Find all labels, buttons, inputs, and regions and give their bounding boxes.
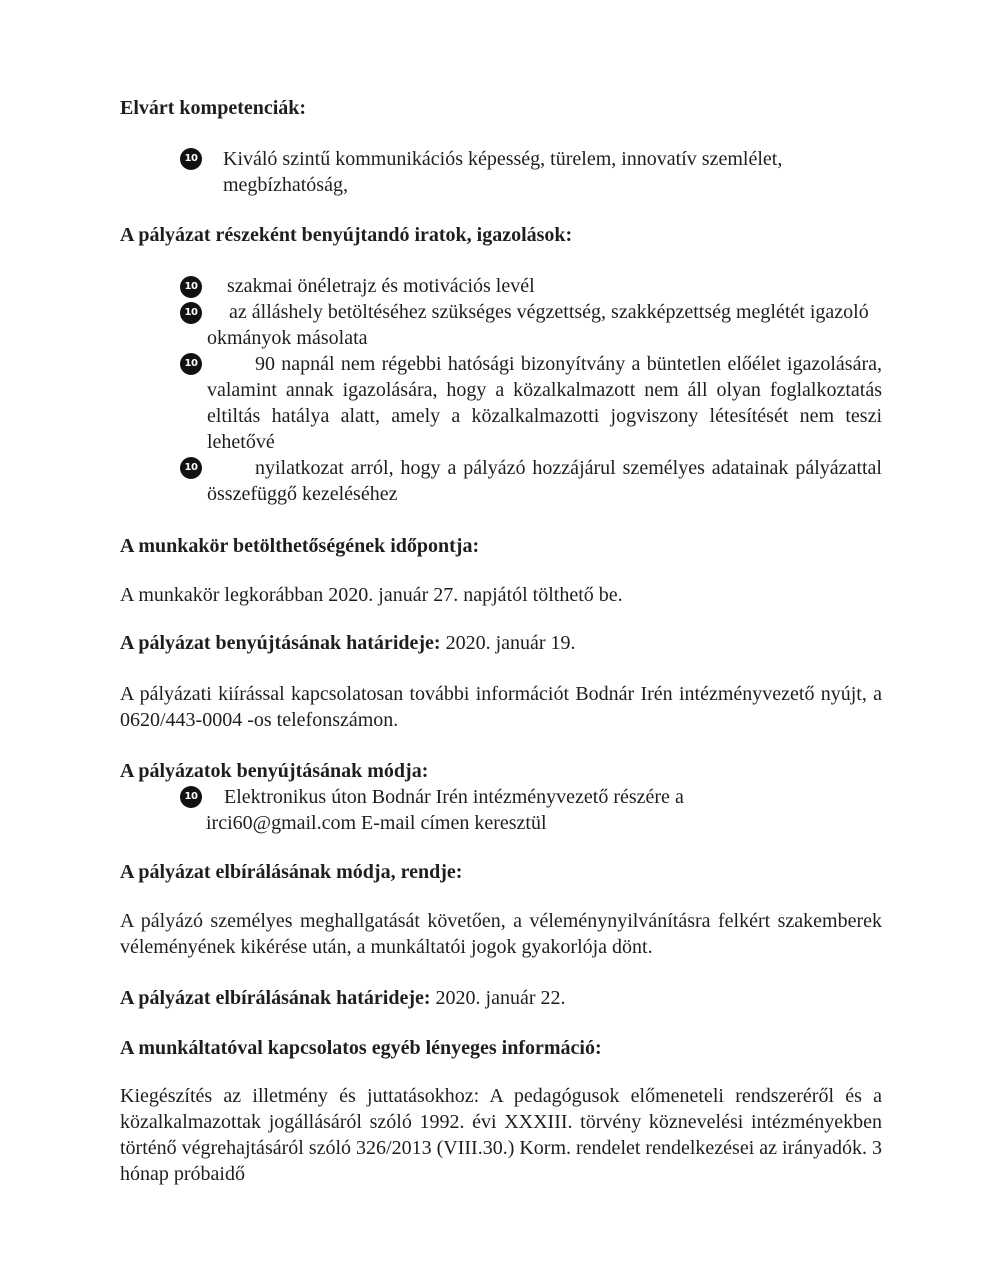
submission-heading: A pályázatok benyújtásának módja: <box>120 760 429 782</box>
document-item: 90 napnál nem régebbi hatósági bizonyítvány a büntetlen előélet igazolására, valamint annak igazolására, hogy a közalkalmazott nem áll olyan foglalkoztatás eltiltás hatálya alatt, amely a közalkalmazotti jogviszony létesítését nem teszi lehetővé <box>207 353 882 453</box>
start-date-text: A munkakör legkorábban 2020. január 27. napjától tölthető be. <box>120 584 623 606</box>
circled-ten-icon: 10 <box>180 353 202 375</box>
circled-ten-icon: 10 <box>180 148 202 170</box>
evaluation-deadline-line <box>120 985 882 1011</box>
document-item: az álláshely betöltéséhez szükséges végzettség, szakképzettség meglétét igazoló okmányok másolata <box>207 301 869 349</box>
info-paragraph: A pályázati kiírással kapcsolatosan további információt Bodnár Irén intézményvezető nyújt, a 0620/443-0004 -os telefonszámon. <box>120 683 882 731</box>
circled-ten-icon: 10 <box>180 276 202 298</box>
circled-ten-icon: 10 <box>180 302 202 324</box>
deadline-label: A pályázat benyújtásának határideje: <box>120 632 441 654</box>
document-item: nyilatkozat arról, hogy a pályázó hozzájárul személyes adatainak pályázattal összefüggő kezeléséhez <box>207 457 882 505</box>
employer-info-paragraph: Kiegészítés az illetmény és juttatásokhoz: A pedagógusok előmeneteli rendszeréről és a közalkalmazottak jogállásáról szóló 1992. évi XXXIII. törvény köznevelési intézményekben történő végrehajtásáról szóló 326/2013 (VIII.30.) Korm. rendelet rendelkezései az irányadók. 3 hónap próbaidő <box>120 1085 882 1185</box>
deadline-value: 2020. január 19. <box>440 632 576 654</box>
evaluation-deadline-value: 2020. január 22. <box>430 987 566 1009</box>
evaluation-paragraph: A pályázó személyes meghallgatását követően, a véleménynyilvánításra felkért szakemberek véleményének kikérése után, a munkáltatói jogok gyakorlója dönt. <box>120 910 882 958</box>
circled-ten-icon: 10 <box>180 786 202 808</box>
employer-info-heading: A munkáltatóval kapcsolatos egyéb lényeges információ: <box>120 1037 602 1059</box>
competency-item: Kiváló szintű kommunikációs képesség, türelem, innovatív szemlélet, megbízhatóság, <box>223 148 783 196</box>
circled-ten-icon: 10 <box>180 457 202 479</box>
submission-item: Elektronikus úton Bodnár Irén intézményvezető részére a irci60@gmail.com E-mail címen keresztül <box>206 786 684 834</box>
evaluation-heading: A pályázat elbírálásának módja, rendje: <box>120 861 463 883</box>
document-item: szakmai önéletrajz és motivációs levél <box>227 275 535 297</box>
evaluation-deadline-label: A pályázat elbírálásának határideje: <box>120 987 431 1009</box>
start-date-heading: A munkakör betölthetőségének időpontja: <box>120 535 480 557</box>
deadline-line <box>120 630 882 656</box>
documents-heading: A pályázat részeként benyújtandó iratok, igazolások: <box>120 224 573 246</box>
competencies-heading: Elvárt kompetenciák: <box>120 97 307 119</box>
